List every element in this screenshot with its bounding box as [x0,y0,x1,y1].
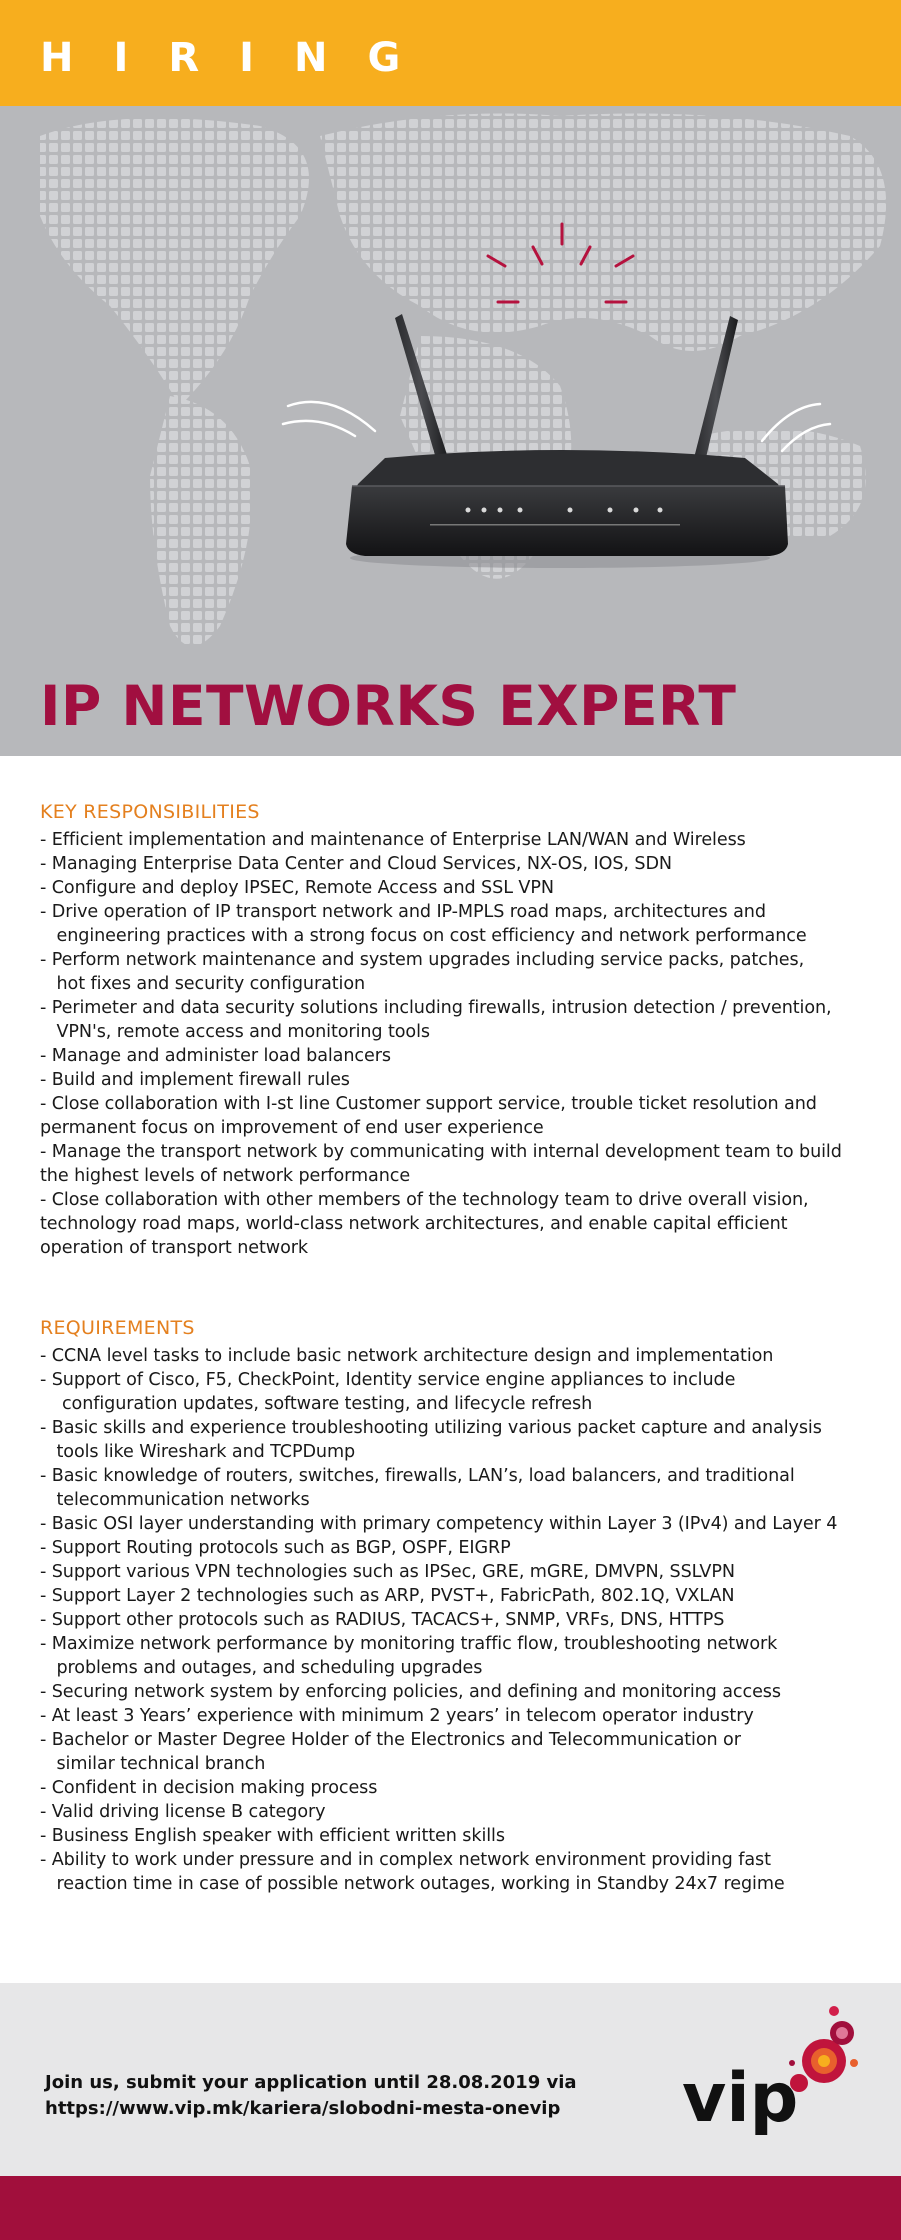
requirements-item: telecommunication networks [40,1490,310,1510]
logo-wordmark: vip [682,2059,799,2138]
requirements-item: configuration updates, software testing, and lifecycle refresh [40,1394,593,1414]
requirements-item: - Support various VPN technologies such as IPSec, GRE, mGRE, DMVPN, SSLVPN [40,1562,735,1582]
careers-link[interactable]: https://www.vip.mk/kariera/slobodni-mesta-onevip [45,2098,561,2119]
requirements-item: reaction time in case of possible network outages, working in Standby 24x7 regime [40,1874,785,1894]
requirements-heading: REQUIREMENTS [40,1317,195,1339]
responsibilities-item: technology road maps, world-class network architectures, and enable capital efficient [40,1214,788,1234]
requirements-item: - Support Routing protocols such as BGP, OSPF, EIGRP [40,1538,511,1558]
responsibilities-item: - Perimeter and data security solutions including firewalls, intrusion detection / prevention, [40,998,832,1018]
footer-section [0,1983,901,2176]
requirements-item: - Basic skills and experience troubleshooting utilizing various packet capture and analysis [40,1418,822,1438]
hero-section [0,106,901,756]
requirements-item: - Valid driving license B category [40,1802,326,1822]
requirements-item: - Maximize network performance by monitoring traffic flow, troubleshooting network [40,1634,778,1654]
requirements-item: problems and outages, and scheduling upgrades [40,1658,483,1678]
requirements-item: - Support Layer 2 technologies such as ARP, PVST+, FabricPath, 802.1Q, VXLAN [40,1586,735,1606]
requirements-item: - Support of Cisco, F5, CheckPoint, Identity service engine appliances to include [40,1370,736,1390]
requirements-list [40,1344,880,1896]
responsibilities-item: - Efficient implementation and maintenance of Enterprise LAN/WAN and Wireless [40,830,746,850]
requirements-item: - At least 3 Years’ experience with minimum 2 years’ in telecom operator industry [40,1706,754,1726]
responsibilities-item: - Perform network maintenance and system upgrades including service packs, patches, [40,950,805,970]
hiring-banner [0,0,901,106]
requirements-item: - Bachelor or Master Degree Holder of the Electronics and Telecommunication or [40,1730,741,1750]
responsibilities-item: - Manage the transport network by communicating with internal development team to build [40,1142,842,1162]
responsibilities-item: - Close collaboration with I-st line Customer support service, trouble ticket resolution and [40,1094,817,1114]
requirements-item: similar technical branch [40,1754,266,1774]
responsibilities-list [40,828,880,1260]
responsibilities-item: - Drive operation of IP transport network and IP-MPLS road maps, architectures and [40,902,766,922]
responsibilities-item: permanent focus on improvement of end user experience [40,1118,544,1138]
router-illustration [0,106,901,756]
responsibilities-item: the highest levels of network performance [40,1166,411,1186]
responsibilities-item: hot fixes and security configuration [40,974,366,994]
hiring-title: HIRING [40,35,441,81]
requirements-item: - Securing network system by enforcing policies, and defining and monitoring access [40,1682,781,1702]
job-title: IP NETWORKS EXPERT [40,674,737,738]
bottom-accent-bar [0,2176,901,2240]
responsibilities-item: - Close collaboration with other members of the technology team to drive overall vision, [40,1190,809,1210]
requirements-item: - Confident in decision making process [40,1778,378,1798]
requirements-item: - Basic knowledge of routers, switches, firewalls, LAN’s, load balancers, and traditional [40,1466,795,1486]
responsibilities-item: engineering practices with a strong focus on cost efficiency and network performance [40,926,807,946]
requirements-item: - Ability to work under pressure and in complex network environment providing fast [40,1850,771,1870]
application-note [45,2070,645,2122]
responsibilities-item: - Configure and deploy IPSEC, Remote Access and SSL VPN [40,878,554,898]
application-deadline: Join us, submit your application until 28.08.2019 via [45,2072,577,2093]
responsibilities-item: - Manage and administer load balancers [40,1046,391,1066]
responsibilities-item: - Build and implement firewall rules [40,1070,350,1090]
requirements-item: - CCNA level tasks to include basic network architecture design and implementation [40,1346,774,1366]
job-description [40,800,880,1896]
vip-logo [674,2003,864,2153]
responsibilities-item: operation of transport network [40,1238,308,1258]
requirements-item: - Basic OSI layer understanding with primary competency within Layer 3 (IPv4) and Layer 4 [40,1514,838,1534]
requirements-item: tools like Wireshark and TCPDump [40,1442,356,1462]
responsibilities-heading: KEY RESPONSIBILITIES [40,801,260,823]
requirements-item: - Business English speaker with efficient written skills [40,1826,505,1846]
responsibilities-item: VPN's, remote access and monitoring tools [40,1022,430,1042]
requirements-item: - Support other protocols such as RADIUS, TACACS+, SNMP, VRFs, DNS, HTTPS [40,1610,725,1630]
responsibilities-item: - Managing Enterprise Data Center and Cloud Services, NX-OS, IOS, SDN [40,854,672,874]
logo-sparkle [789,2006,858,2092]
